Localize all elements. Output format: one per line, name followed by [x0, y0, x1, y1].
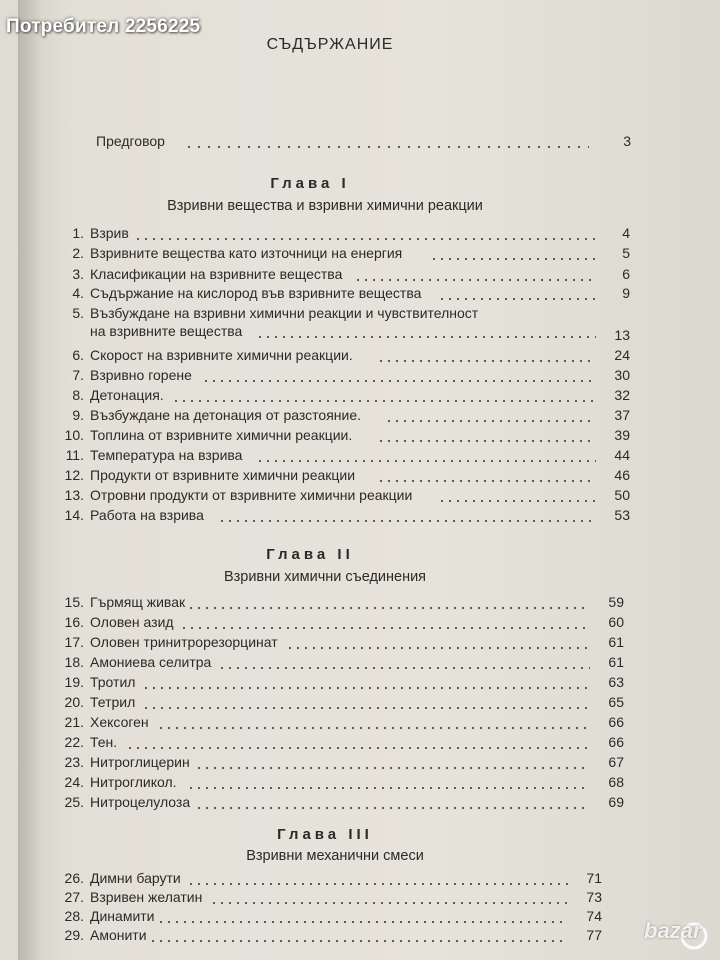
chapter-3-heading: Глава III [277, 826, 373, 843]
toc-entry [34, 347, 674, 367]
toc-entry-title: Скорост на взривните химични реакции. [90, 347, 353, 363]
toc-dot-leader [218, 667, 590, 669]
toc-entry-page: 66 [608, 714, 624, 730]
toc-entry-number: 23. [64, 754, 84, 770]
toc-entry-title: Детонация. [90, 387, 164, 403]
toc-entry-number: 15. [64, 594, 84, 610]
toc-entry-page: 13 [614, 327, 630, 343]
toc-entry-page: 37 [614, 407, 630, 423]
toc-entry-number: 16. [64, 614, 84, 630]
toc-dot-leader [202, 380, 596, 382]
toc-entry-title: Взрив [90, 225, 129, 241]
toc-entry-number: 6. [72, 347, 84, 363]
toc-entry-number: 9. [72, 407, 84, 423]
toc-dot-leader [430, 258, 596, 260]
toc-entry-page: 74 [586, 908, 602, 924]
toc-entry [34, 225, 674, 245]
toc-entry [34, 387, 674, 407]
toc-entry-title: Взривен желатин [90, 889, 203, 905]
toc-dot-leader [180, 627, 590, 629]
toc-entry-page: 67 [608, 754, 624, 770]
chapter-1-subtitle: Взривни вещества и взривни химични реакции [167, 198, 483, 214]
toc-entry [34, 889, 674, 909]
toc-entry-page: 69 [608, 794, 624, 810]
toc-dot-leader [187, 607, 590, 609]
toc-dot-leader [256, 460, 596, 462]
toc-entry-title: Тротил [90, 674, 136, 690]
toc-dot-leader [187, 787, 590, 789]
chapter-2-subtitle: Взривни химични съединения [223, 569, 427, 585]
toc-entry-title: Взривно горене [90, 367, 192, 383]
toc-dot-leader [218, 520, 596, 522]
toc-entry [34, 614, 674, 634]
toc-entry-number: 14. [64, 507, 84, 523]
toc-entry-number: 22. [64, 734, 84, 750]
toc-dot-leader [187, 883, 568, 885]
toc-entry-title: Топлина от взривните химични реакции. [90, 427, 353, 443]
toc-entry-number: 20. [64, 694, 84, 710]
toc-entry-title: Оловен тринитрорезорцинат [90, 634, 278, 650]
toc-entry [34, 367, 674, 387]
toc-entry-title: Гърмящ живак [90, 594, 186, 610]
toc-dot-leader [438, 500, 596, 502]
toc-entry-number: 25. [64, 794, 84, 810]
toc-entry [34, 447, 674, 467]
toc-dot-leader [142, 707, 590, 709]
toc-entry [34, 870, 674, 890]
toc-entry-page: 39 [614, 427, 630, 443]
toc-entry-number: 11. [65, 447, 84, 463]
toc-entry [34, 407, 674, 427]
toc-entry-title: Амонити [90, 927, 147, 943]
toc-dot-leader [286, 647, 590, 649]
toc-entry [34, 487, 674, 507]
toc-entry-title: Тетрил [90, 694, 136, 710]
toc-entry-number: 28. [64, 908, 84, 924]
toc-entry-page: 6 [622, 266, 630, 282]
toc-entry-title: Нитроцелулоза [90, 794, 191, 810]
toc-entry-number: 24. [64, 774, 84, 790]
toc-entry-title: Възбуждане на взривни химични реакции и чувствителност [90, 305, 479, 321]
toc-entry [34, 927, 674, 947]
page-title: СЪДЪРЖАНИЕ [266, 36, 394, 53]
toc-entry-number: 7. [72, 367, 84, 383]
toc-entry-page: 9 [622, 285, 630, 301]
toc-entry-number: 12. [64, 467, 84, 483]
toc-entry-page: 59 [608, 594, 624, 610]
toc-entry [34, 694, 674, 714]
preface-page: 3 [623, 133, 631, 149]
toc-dot-leader [157, 921, 568, 923]
toc-entry [34, 467, 674, 487]
toc-entry-number: 27. [64, 889, 84, 905]
toc-entry-title: Тен. [90, 734, 118, 750]
toc-entry-number: 4. [72, 285, 84, 301]
toc-entry-title: Нитроглицерин [90, 754, 190, 770]
toc-dot-leader [377, 480, 596, 482]
toc-entry-title: Хексоген [90, 714, 149, 730]
toc-entry-title: Динамити [90, 908, 155, 924]
toc-entry [34, 266, 674, 286]
toc-dot-leader [195, 767, 590, 769]
toc-entry-page: 65 [608, 694, 624, 710]
toc-dot-leader [210, 902, 568, 904]
toc-entry-page: 71 [586, 870, 602, 886]
toc-entry-title: Съдържание на кислород във взривните вещества [90, 285, 422, 301]
toc-entry-page: 77 [586, 927, 602, 943]
toc-entry-page: 50 [614, 487, 630, 503]
toc-entry [34, 754, 674, 774]
toc-entry [34, 734, 674, 754]
toc-entry-number: 21. [64, 714, 84, 730]
toc-dot-leader [134, 238, 596, 240]
toc-entry-page: 68 [608, 774, 624, 790]
toc-entry-number: 8. [72, 387, 84, 403]
toc-entry-title: Оловен азид [90, 614, 174, 630]
toc-dot-leader [385, 420, 596, 422]
toc-entry-page: 30 [614, 367, 630, 383]
chapter-1-heading: Глава I [270, 175, 350, 192]
toc-dot-leader [438, 298, 596, 300]
toc-entry [34, 305, 674, 343]
toc-entry-page: 66 [608, 734, 624, 750]
toc-dot-leader [142, 687, 590, 689]
toc-entry-number: 19. [64, 674, 84, 690]
toc-entry [34, 794, 674, 814]
toc-entry-number: 1. [72, 225, 84, 241]
toc-entry-page: 46 [614, 467, 630, 483]
toc-dot-leader [126, 747, 590, 749]
toc-dot-leader [195, 807, 590, 809]
user-watermark: Потребител 2256225 [6, 16, 201, 37]
toc-entry-title: Работа на взрива [90, 507, 204, 523]
preface-label: Предговор [96, 133, 165, 149]
toc-entry-number: 2. [72, 245, 84, 261]
chapter-3-subtitle: Взривни механични смеси [246, 848, 424, 864]
toc-entry-page: 60 [608, 614, 624, 630]
toc-entry-title: Нитрогликол. [90, 774, 177, 790]
toc-entry [34, 594, 674, 614]
bazar-logo-text: bazar [644, 918, 702, 943]
toc-entry-page: 44 [614, 447, 630, 463]
toc-entry-title-continuation: на взривните вещества [90, 323, 243, 339]
toc-entry-title: Димни барути [90, 870, 181, 886]
toc-entry-number: 26. [64, 870, 84, 886]
toc-entry [34, 774, 674, 794]
toc-entry-number: 17. [64, 634, 84, 650]
toc-entry [34, 507, 674, 527]
toc-entry-page: 5 [622, 245, 630, 261]
toc-entry-number: 5. [72, 305, 84, 321]
toc-entry-page: 4 [622, 225, 630, 241]
toc-dot-leader [157, 727, 590, 729]
toc-entry [34, 654, 674, 674]
toc-entry-title: Амониева селитра [90, 654, 212, 670]
toc-entry [34, 245, 674, 265]
toc-entry-page: 24 [614, 347, 630, 363]
toc-entry [34, 634, 674, 654]
toc-entry-number: 13. [64, 487, 84, 503]
toc-entry [34, 714, 674, 734]
toc-entry-page: 61 [608, 654, 624, 670]
toc-entry-page: 53 [614, 507, 630, 523]
toc-dot-leader [354, 279, 596, 281]
toc-entry [34, 427, 674, 447]
preface-entry [96, 133, 631, 153]
toc-dot-leader [172, 400, 596, 402]
toc-dot-leader [377, 360, 596, 362]
toc-entry-title: Класификации на взривните вещества [90, 266, 343, 282]
toc-dot-leader [377, 440, 596, 442]
toc-dot-leader [256, 336, 596, 338]
chapter-2-heading: Глава II [266, 546, 354, 563]
toc-entry-title: Взривните вещества като източници на енергия [90, 245, 403, 261]
toc-entry-title: Отровни продукти от взривните химични реакции [90, 487, 413, 503]
toc-entry-page: 32 [614, 387, 630, 403]
toc-entry-number: 3. [72, 266, 84, 282]
toc-entry [34, 908, 674, 928]
preface-dot-leader [184, 146, 589, 148]
toc-entry-number: 18. [64, 654, 84, 670]
toc-dot-leader [149, 940, 568, 942]
toc-entry-page: 63 [608, 674, 624, 690]
toc-entry-title: Възбуждане на детонация от разстояние. [90, 407, 362, 423]
toc-entry-title: Продукти от взривните химични реакции [90, 467, 356, 483]
toc-entry-page: 61 [608, 634, 624, 650]
toc-entry-page: 73 [586, 889, 602, 905]
toc-entry [34, 674, 674, 694]
toc-entry-number: 10. [64, 427, 84, 443]
toc-entry-number: 29. [64, 927, 84, 943]
toc-entry-title: Температура на взрива [90, 447, 243, 463]
toc-entry [34, 285, 674, 305]
